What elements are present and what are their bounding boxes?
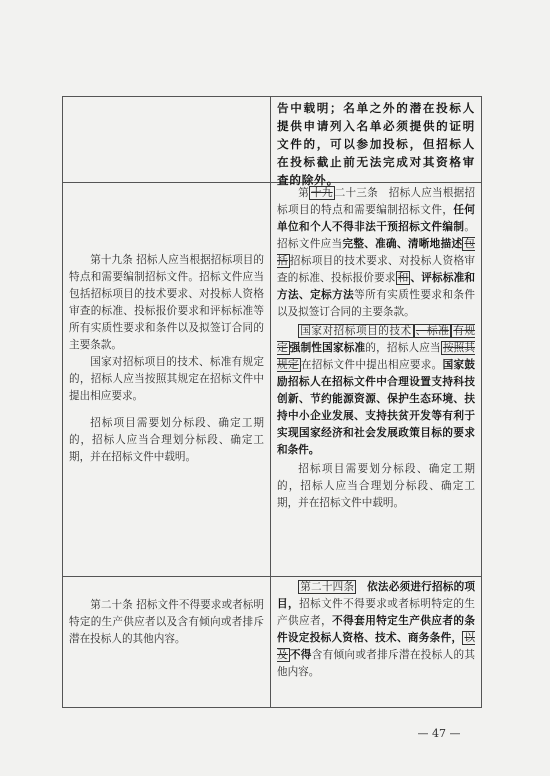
row3-left-cell <box>63 597 270 648</box>
article-23-paragraph-3: 招标项目需要划分标段、确定工期的，招标人应当合理划分标段、确定工期，并在招标文件中载明。 <box>277 463 475 509</box>
text-span: 在招标文件中提出相应要求。 <box>300 359 443 371</box>
deleted-text: 按照其规定 <box>277 342 476 371</box>
text-span: 招标项目的技术要求、对投标人资格审查的标准、投标报价要求 <box>277 255 475 284</box>
row1-right-cell <box>271 99 481 189</box>
article-19-paragraph-3: 招标项目需要划分标段、确定工期的，招标人应当合理划分标段、确定工期，并在招标文件中载明。 <box>69 417 264 463</box>
article-19-paragraph-2: 国家对招标项目的技术、标准有规定的，招标人应当按照其规定在招标文件中提出相应要求。 <box>69 356 264 402</box>
added-text: 不得 <box>289 649 312 661</box>
added-text: 依法必须进行招标的项目， <box>277 581 476 610</box>
row3-right-cell <box>271 579 481 681</box>
article-19-paragraph-1: 第十九条 招标人应当根据招标项目的特点和需要编制招标文件。招标文件应当包括招标项目的技术要求、对投标人资格审查的标准、投标报价要求和评标标准等所有实质性要求和条件以及拟签订合同的主要条款。 <box>69 254 264 351</box>
page-number: — 47 — <box>417 727 461 740</box>
article-number: 第二十四条 <box>300 581 355 593</box>
row-divider <box>63 576 481 577</box>
article-23-paragraph-2 <box>277 323 475 459</box>
article-suffix: 条 <box>367 187 378 199</box>
text-span: 招标人应当根据招标项目的特点和需要编制招标文件， <box>277 187 476 216</box>
deleted-text: 、标准 <box>415 325 450 337</box>
row2-right-cell <box>271 185 481 512</box>
article-24-text <box>277 579 475 681</box>
deleted-text: 包括 <box>277 238 475 267</box>
text-span: 招标文件不得要求或者标明特定的生产供应者， <box>277 598 476 627</box>
deleted-text: 有规定 <box>277 325 476 354</box>
deleted-article-number: 十九 <box>311 187 333 199</box>
added-text: 国家鼓励招标人在招标文件中合理设置支持科技创新、节约能源资源、保护生态环境、扶持中小企业发展、支持扶贫开发等有利于实现国家经济和社会发展政策目标的要求和条件。 <box>277 359 475 456</box>
deleted-text: 以及 <box>277 632 475 661</box>
added-text: 不得套用特定生产供应者的条件设定投标人资格、技术、商务条件， <box>277 615 476 644</box>
text-span: 等所有实质性要求和条件以及拟签订合同的主要条款。 <box>277 289 476 318</box>
added-text: 强制性国家标准 <box>289 342 366 354</box>
row1-right-text: 告中载明；名单之外的潜在投标人提供申请列入名单必须提供的证明文件的，可以参加投标，但招标人在投标截止前无法完成对其资格审查的除外。 <box>277 101 475 187</box>
new-article-number: 二十三 <box>334 187 368 199</box>
added-text: 完整、准确、清晰地描述 <box>342 238 463 250</box>
added-text: 、评标标准和方法、定标方法 <box>277 272 476 301</box>
article-prefix: 第 <box>298 187 310 199</box>
text-span: 的，招标人应当 <box>365 342 441 354</box>
text-span: 含有倾向或者排斥潜在投标人的其他内容。 <box>277 649 475 678</box>
text-span: 。招标文件应当 <box>277 221 475 250</box>
text-span: 国家对招标项目的技术 <box>300 325 412 337</box>
article-20-text: 第二十条 招标文件不得要求或者标明特定的生产供应者以及含有倾向或者排斥潜在投标人的其他内容。 <box>69 599 264 645</box>
added-text: 任何单位和个人不得非法干预招标文件编制 <box>277 204 476 233</box>
row2-left-cell <box>63 252 270 466</box>
deleted-text: 和 <box>397 272 409 284</box>
comparison-table <box>62 96 482 708</box>
article-23-paragraph-1 <box>277 185 475 321</box>
